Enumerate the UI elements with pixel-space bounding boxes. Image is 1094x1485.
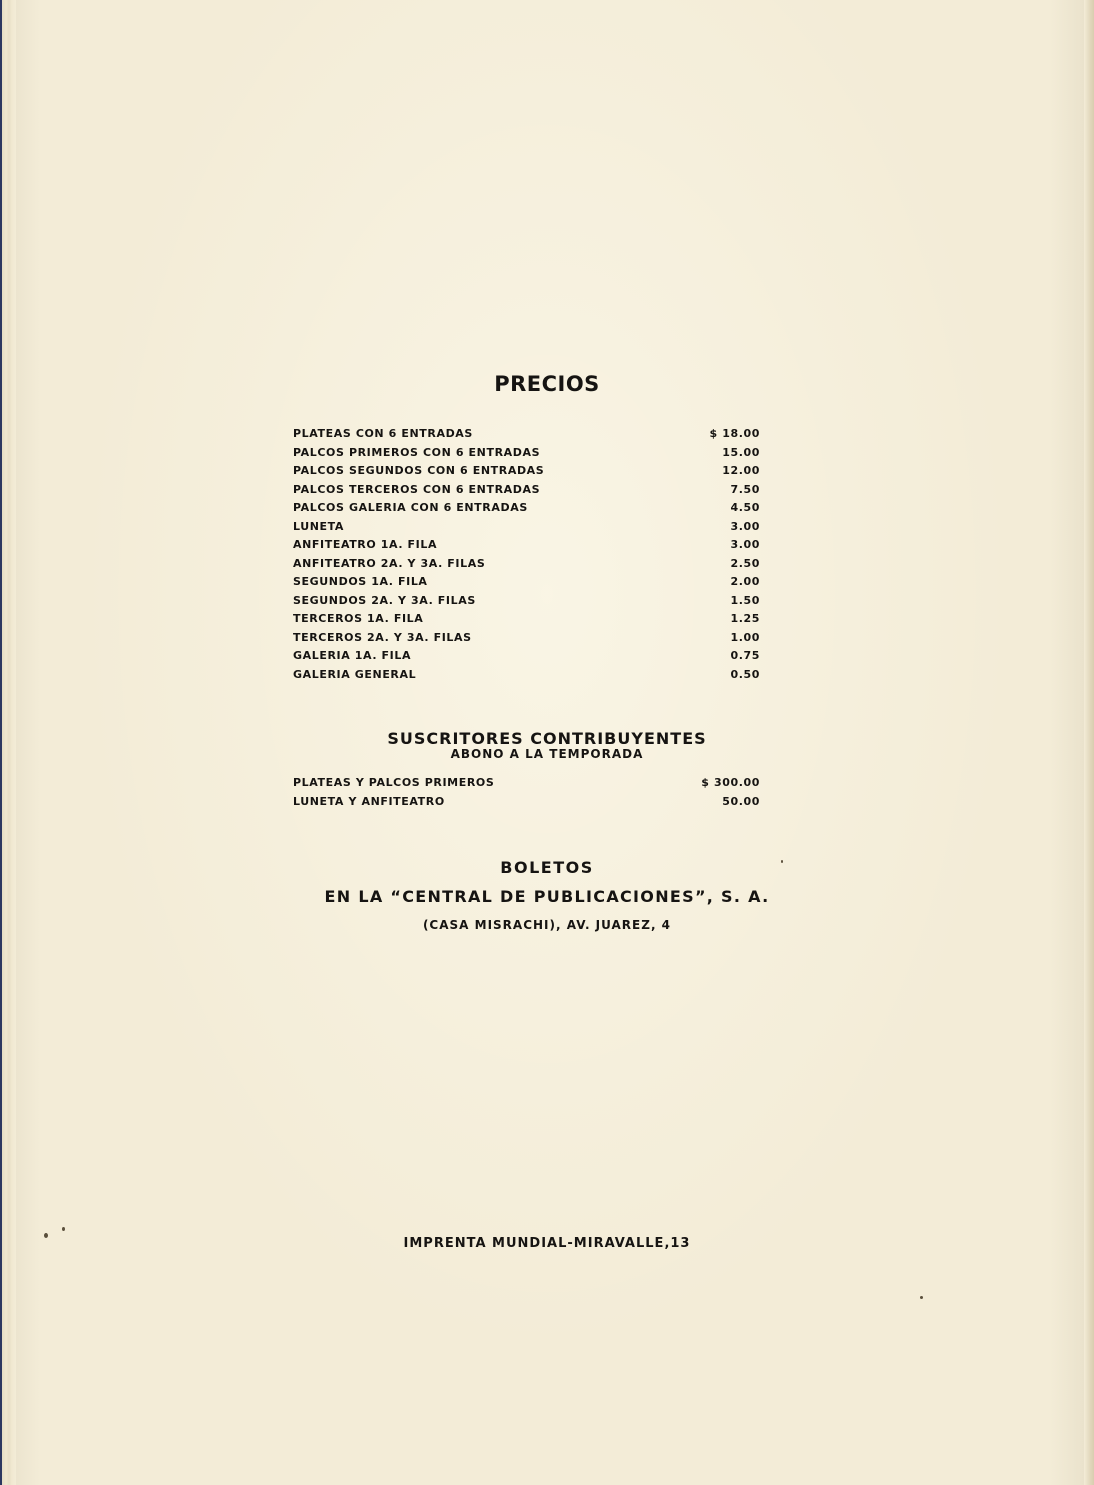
subscription-row bbox=[293, 774, 760, 793]
price-row bbox=[293, 573, 760, 592]
price-row bbox=[293, 536, 760, 555]
price-row bbox=[293, 592, 760, 611]
price-row bbox=[293, 610, 760, 629]
subscription-row bbox=[293, 793, 760, 812]
paper-speck bbox=[44, 1233, 48, 1238]
price-value: 2.00 bbox=[730, 575, 760, 588]
paper-speck bbox=[781, 860, 783, 863]
price-value: 2.50 bbox=[730, 556, 760, 570]
price-value: 0.50 bbox=[730, 667, 760, 681]
subscription-label: LUNETA Y ANFITEATRO bbox=[293, 794, 445, 808]
price-value: 3.00 bbox=[730, 519, 760, 533]
price-label: PALCOS GALERIA CON 6 ENTRADAS bbox=[293, 501, 528, 514]
price-row bbox=[293, 444, 760, 463]
price-label: TERCEROS 1A. FILA bbox=[293, 612, 424, 625]
price-value: 4.50 bbox=[730, 501, 760, 514]
suscritores-subheading: ABONO A LA TEMPORADA bbox=[450, 747, 644, 761]
boletos-location: EN LA “CENTRAL DE PUBLICACIONES”, S. A. bbox=[324, 887, 770, 906]
price-label: ANFITEATRO 1A. FILA bbox=[293, 538, 438, 551]
price-row bbox=[293, 518, 760, 537]
precios-heading: PRECIOS bbox=[494, 372, 600, 396]
suscritores-table bbox=[293, 774, 760, 811]
price-value: 7.50 bbox=[730, 482, 760, 496]
price-label: PALCOS SEGUNDOS CON 6 ENTRADAS bbox=[293, 464, 545, 477]
boletos-address: (CASA MISRACHI), AV. JUAREZ, 4 bbox=[422, 918, 672, 932]
price-label: PLATEAS CON 6 ENTRADAS bbox=[293, 427, 473, 440]
suscritores-heading: SUSCRITORES CONTRIBUYENTES bbox=[387, 729, 707, 748]
price-value: 15.00 bbox=[722, 445, 760, 459]
price-row bbox=[293, 481, 760, 500]
price-row bbox=[293, 499, 760, 518]
paper-speck bbox=[62, 1227, 65, 1231]
boletos-heading: BOLETOS bbox=[500, 858, 594, 877]
price-label: GALERIA 1A. FILA bbox=[293, 649, 412, 662]
price-label: PALCOS TERCEROS CON 6 ENTRADAS bbox=[293, 482, 541, 496]
price-value: 1.00 bbox=[730, 630, 760, 644]
price-value: 0.75 bbox=[730, 649, 760, 662]
price-label: SEGUNDOS 1A. FILA bbox=[293, 575, 428, 588]
price-value: 1.50 bbox=[730, 593, 760, 607]
precios-table bbox=[293, 425, 760, 684]
price-label: SEGUNDOS 2A. Y 3A. FILAS bbox=[293, 593, 476, 607]
price-value: 1.25 bbox=[730, 612, 760, 625]
price-label: LUNETA bbox=[293, 519, 345, 533]
price-value: 3.00 bbox=[730, 538, 760, 551]
subscription-value: $ 300.00 bbox=[701, 776, 760, 789]
price-value: 12.00 bbox=[722, 464, 760, 477]
printer-imprint: IMPRENTA MUNDIAL-MIRAVALLE,13 bbox=[403, 1236, 691, 1251]
subscription-label: PLATEAS Y PALCOS PRIMEROS bbox=[293, 776, 495, 789]
price-value: $ 18.00 bbox=[709, 427, 760, 440]
price-row bbox=[293, 629, 760, 648]
price-row bbox=[293, 425, 760, 444]
subscription-value: 50.00 bbox=[722, 794, 760, 808]
price-label: GALERIA GENERAL bbox=[293, 667, 417, 681]
price-row bbox=[293, 555, 760, 574]
price-label: ANFITEATRO 2A. Y 3A. FILAS bbox=[293, 556, 486, 570]
paper-speck bbox=[920, 1296, 923, 1299]
price-label: TERCEROS 2A. Y 3A. FILAS bbox=[293, 630, 472, 644]
price-row bbox=[293, 647, 760, 666]
price-label: PALCOS PRIMEROS CON 6 ENTRADAS bbox=[293, 445, 541, 459]
price-row bbox=[293, 462, 760, 481]
price-row bbox=[293, 666, 760, 685]
